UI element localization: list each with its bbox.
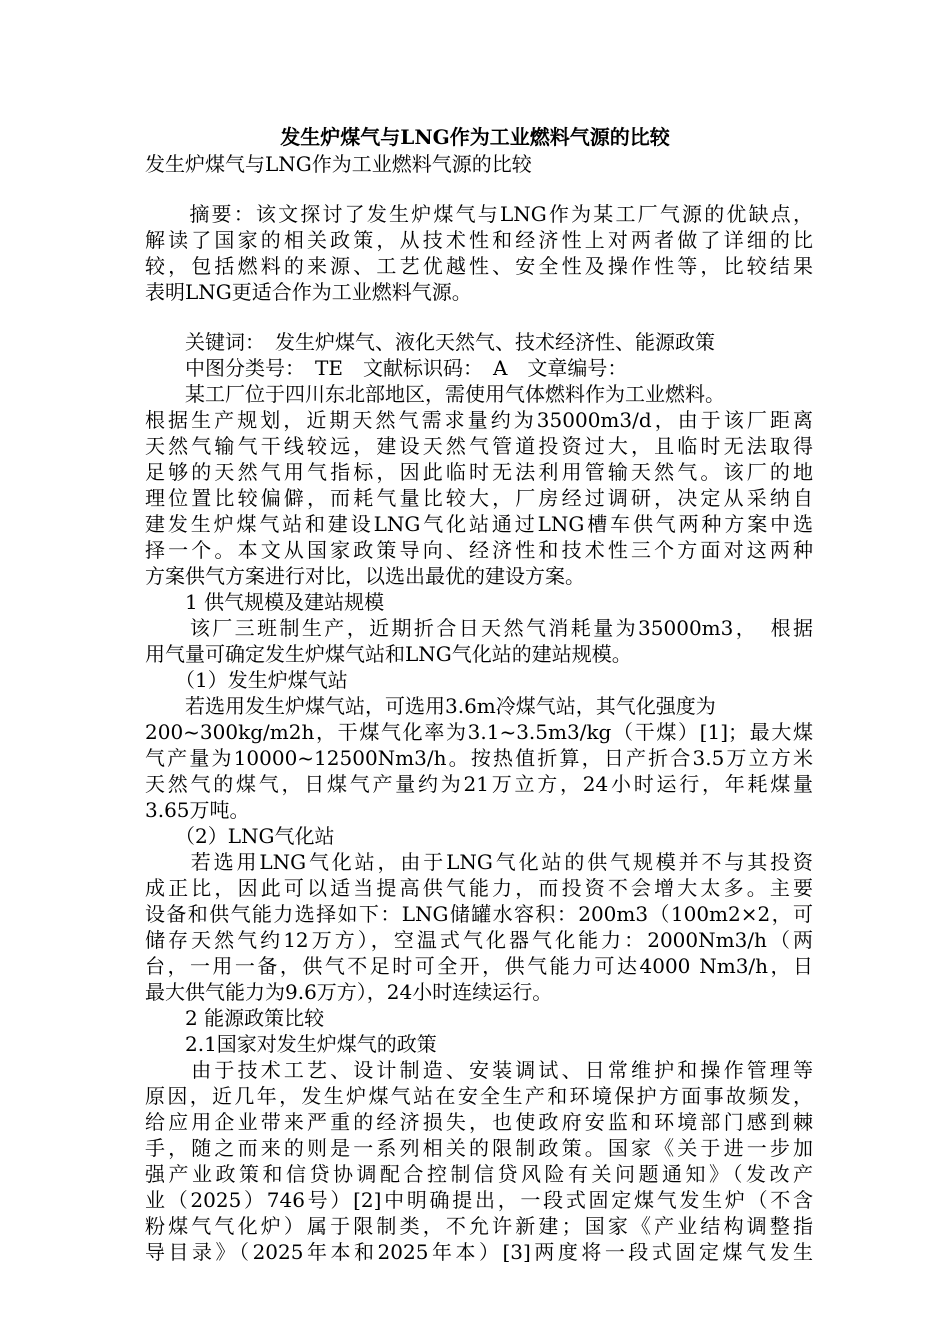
body-text-line: 较，包括燃料的来源、工艺优越性、安全性及操作性等，比较结果 (145, 254, 813, 278)
body-text-line: 摘要：该文探讨了发生炉煤气与LNG作为某工厂气源的优缺点， (145, 202, 813, 226)
body-text-line: 由于技术工艺、设计制造、安装调试、日常维护和操作管理等 (145, 1058, 813, 1082)
document-subtitle: 发生炉煤气与LNG作为工业燃料气源的比较 (145, 152, 532, 176)
body-text-line: 成正比，因此可以适当提高供气能力，而投资不会增大太多。主要 (145, 876, 813, 900)
body-text-line: 根据生产规划，近期天然气需求量约为35000m3/d，由于该厂距离 (145, 408, 813, 432)
body-text-line: 粉煤气气化炉）属于限制类，不允许新建；国家《产业结构调整指 (145, 1214, 813, 1238)
body-text-line: 200~300kg/m2h，干煤气化率为3.1~3.5m3/kg（干煤）[1]；最大煤 (145, 720, 813, 744)
body-text-line: 关键词： 发生炉煤气、液化天然气、技术经济性、能源政策 (145, 330, 715, 354)
body-text-line: 若选用LNG气化站，由于LNG气化站的供气规模并不与其投资 (145, 850, 813, 874)
body-text-line: 业（2025）746号）[2]中明确提出，一段式固定煤气发生炉（不含 (145, 1188, 813, 1212)
body-text-line: 导目录》（2025年本和2025年本）[3]两度将一段式固定煤气发生 (145, 1240, 813, 1264)
body-text-line: 气产量为10000~12500Nm3/h。按热值折算，日产折合3.5万立方米 (145, 746, 813, 770)
body-text-line: 1 供气规模及建站规模 (145, 590, 385, 614)
body-text-line: 表明LNG更适合作为工业燃料气源。 (145, 280, 472, 304)
body-text-line: 择一个。本文从国家政策导向、经济性和技术性三个方面对这两种 (145, 538, 813, 562)
body-text-line: 中图分类号： TE 文献标识码： A 文章编号： (145, 356, 628, 380)
body-text-line: 设备和供气能力选择如下：LNG储罐水容积：200m3（100m2×2，可 (145, 902, 813, 926)
body-text-line: 台，一用一备，供气不足时可全开，供气能力可达4000 Nm3/h，日 (145, 954, 813, 978)
body-text-line: 某工厂位于四川东北部地区，需使用气体燃料作为工业燃料。 (145, 382, 725, 406)
body-text-line: 解读了国家的相关政策，从技术性和经济性上对两者做了详细的比 (145, 228, 813, 252)
body-text-line: 方案供气方案进行对比，以选出最优的建设方案。 (145, 564, 585, 588)
body-text-line: 足够的天然气用气指标，因此临时无法利用管输天然气。该厂的地 (145, 460, 813, 484)
body-text-line: 天然气的煤气，日煤气产量约为21万立方，24小时运行，年耗煤量 (145, 772, 813, 796)
body-text-line: 手，随之而来的则是一系列相关的限制政策。国家《关于进一步加 (145, 1136, 813, 1160)
body-text-line: 最大供气能力为9.6万方），24小时连续运行。 (145, 980, 553, 1004)
body-text-line: 强产业政策和信贷协调配合控制信贷风险有关问题通知》（发改产 (145, 1162, 813, 1186)
body-text-line: 储存天然气约12万方），空温式气化器气化能力：2000Nm3/h（两 (145, 928, 813, 952)
body-text-line: （2）LNG气化站 (145, 824, 335, 848)
body-text-line: 理位置比较偏僻，而耗气量比较大，厂房经过调研，决定从采纳自 (145, 486, 813, 510)
document-title: 发生炉煤气与LNG作为工业燃料气源的比较 (280, 125, 670, 149)
body-text-line: 原因，近几年，发生炉煤气站在安全生产和环境保护方面事故频发， (145, 1084, 813, 1108)
body-text-line: 天然气输气干线较远，建设天然气管道投资过大，且临时无法取得 (145, 434, 813, 458)
body-text-line: 建发生炉煤气站和建设LNG气化站通过LNG槽车供气两种方案中选 (145, 512, 813, 536)
body-text-line: 该厂三班制生产，近期折合日天然气消耗量为35000m3， 根据 (145, 616, 813, 640)
body-text-line: 给应用企业带来严重的经济损失，也使政府安监和环境部门感到棘 (145, 1110, 813, 1134)
body-text-line: 3.65万吨。 (145, 798, 250, 822)
body-text-line: 2.1国家对发生炉煤气的政策 (145, 1032, 437, 1056)
body-text-line: （1）发生炉煤气站 (145, 668, 348, 692)
body-text-line: 2 能源政策比较 (145, 1006, 325, 1030)
body-text-line: 若选用发生炉煤气站，可选用3.6m冷煤气站，其气化强度为 (145, 694, 716, 718)
body-text-line: 用气量可确定发生炉煤气站和LNG气化站的建站规模。 (145, 642, 632, 666)
